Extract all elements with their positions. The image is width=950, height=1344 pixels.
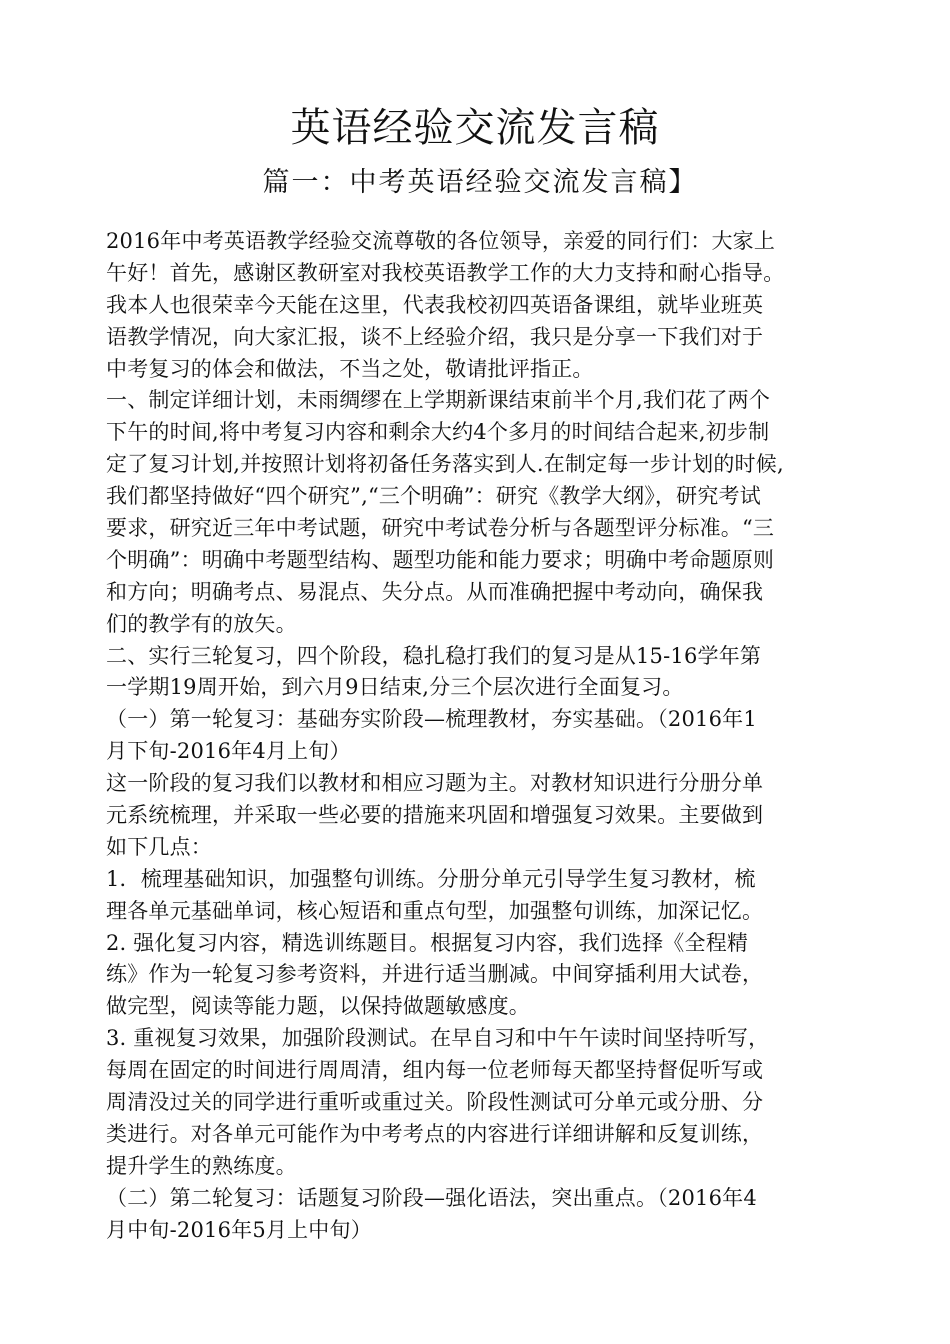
text-line: 周清没过关的同学进行重听或重过关。阶段性测试可分单元或分册、分 <box>106 1090 764 1115</box>
text-line: 元系统梳理，并采取一些必要的措施来巩固和增强复习效果。主要做到 <box>106 803 764 828</box>
document-subtitle: 篇一：中考英语经验交流发言稿】 <box>262 167 698 198</box>
text-line: 月下旬-2016年4月上旬） <box>106 739 351 764</box>
text-line: 二、实行三轮复习，四个阶段，稳扎稳打我们的复习是从15-16学年第 <box>106 643 762 668</box>
text-line: （一）第一轮复习：基础夯实阶段—梳理教材，夯实基础。（2016年1 <box>106 707 757 732</box>
text-line: 每周在固定的时间进行周周清，组内每一位老师每天都坚持督促听写或 <box>106 1058 764 1083</box>
text-line: 个明确”：明确中考题型结构、题型功能和能力要求；明确中考命题原则 <box>106 547 775 572</box>
text-line: 和方向；明确考点、易混点、失分点。从而准确把握中考动向，确保我 <box>106 579 764 604</box>
text-line: 3. 重视复习效果，加强阶段测试。在早自习和中午午读时间坚持听写， <box>106 1026 770 1051</box>
text-line: 中考复习的体会和做法，不当之处，敬请批评指正。 <box>106 356 594 381</box>
text-line: 2016年中考英语教学经验交流尊敬的各位领导，亲爱的同行们：大家上 <box>106 229 776 253</box>
text-line: 我们都坚持做好“四个研究”,“三个明确”：研究《教学大纲》，研究考试 <box>106 484 761 509</box>
text-line: 一、制定详细计划，未雨绸缪在上学期新课结束前半个月,我们花了两个 <box>106 388 771 413</box>
text-line: 要求，研究近三年中考试题，研究中考试卷分析与各题型评分标准。“三 <box>106 516 775 541</box>
text-line: （二）第二轮复习：话题复习阶段—强化语法，突出重点。（2016年4 <box>106 1185 757 1210</box>
text-line: 午好！首先，感谢区教研室对我校英语教学工作的大力支持和耐心指导。 <box>106 260 785 285</box>
text-line: 如下几点： <box>106 834 212 859</box>
text-line: 1．梳理基础知识，加强整句训练。分册分单元引导学生复习教材，梳 <box>106 866 756 891</box>
text-line: 下午的时间,将中考复习内容和剩余大约4个多月的时间结合起来,初步制 <box>106 420 770 445</box>
text-line: 提升学生的熟练度。 <box>106 1153 297 1178</box>
text-line: 类进行。对各单元可能作为中考考点的内容进行详细讲解和反复训练， <box>106 1121 764 1146</box>
text-line: 们的教学有的放矢。 <box>106 611 297 636</box>
document-body <box>106 226 856 1247</box>
text-line: 我本人也很荣幸今天能在这里，代表我校初四英语备课组，就毕业班英 <box>106 292 764 317</box>
text-line: 做完型，阅读等能力题，以保持做题敏感度。 <box>106 994 530 1019</box>
text-line: 语教学情况，向大家汇报，谈不上经验介绍，我只是分享一下我们对于 <box>106 324 764 349</box>
text-line: 练》作为一轮复习参考资料，并进行适当删减。中间穿插利用大试卷， <box>106 962 764 987</box>
document-title: 英语经验交流发言稿 <box>290 105 660 151</box>
text-line: 月中旬-2016年5月上中旬） <box>106 1217 372 1242</box>
text-line: 理各单元基础单词，核心短语和重点句型，加强整句训练，加深记忆。 <box>106 898 764 923</box>
text-line: 一学期19周开始，到六月9日结束,分三个层次进行全面复习。 <box>106 675 684 700</box>
text-line: 2. 强化复习内容，精选训练题目。根据复习内容，我们选择《全程精 <box>106 930 749 955</box>
text-line: 定了复习计划,并按照计划将初备任务落实到人.在制定每一步计划的时候, <box>106 452 784 477</box>
text-line: 这一阶段的复习我们以教材和相应习题为主。对教材知识进行分册分单 <box>106 771 764 796</box>
